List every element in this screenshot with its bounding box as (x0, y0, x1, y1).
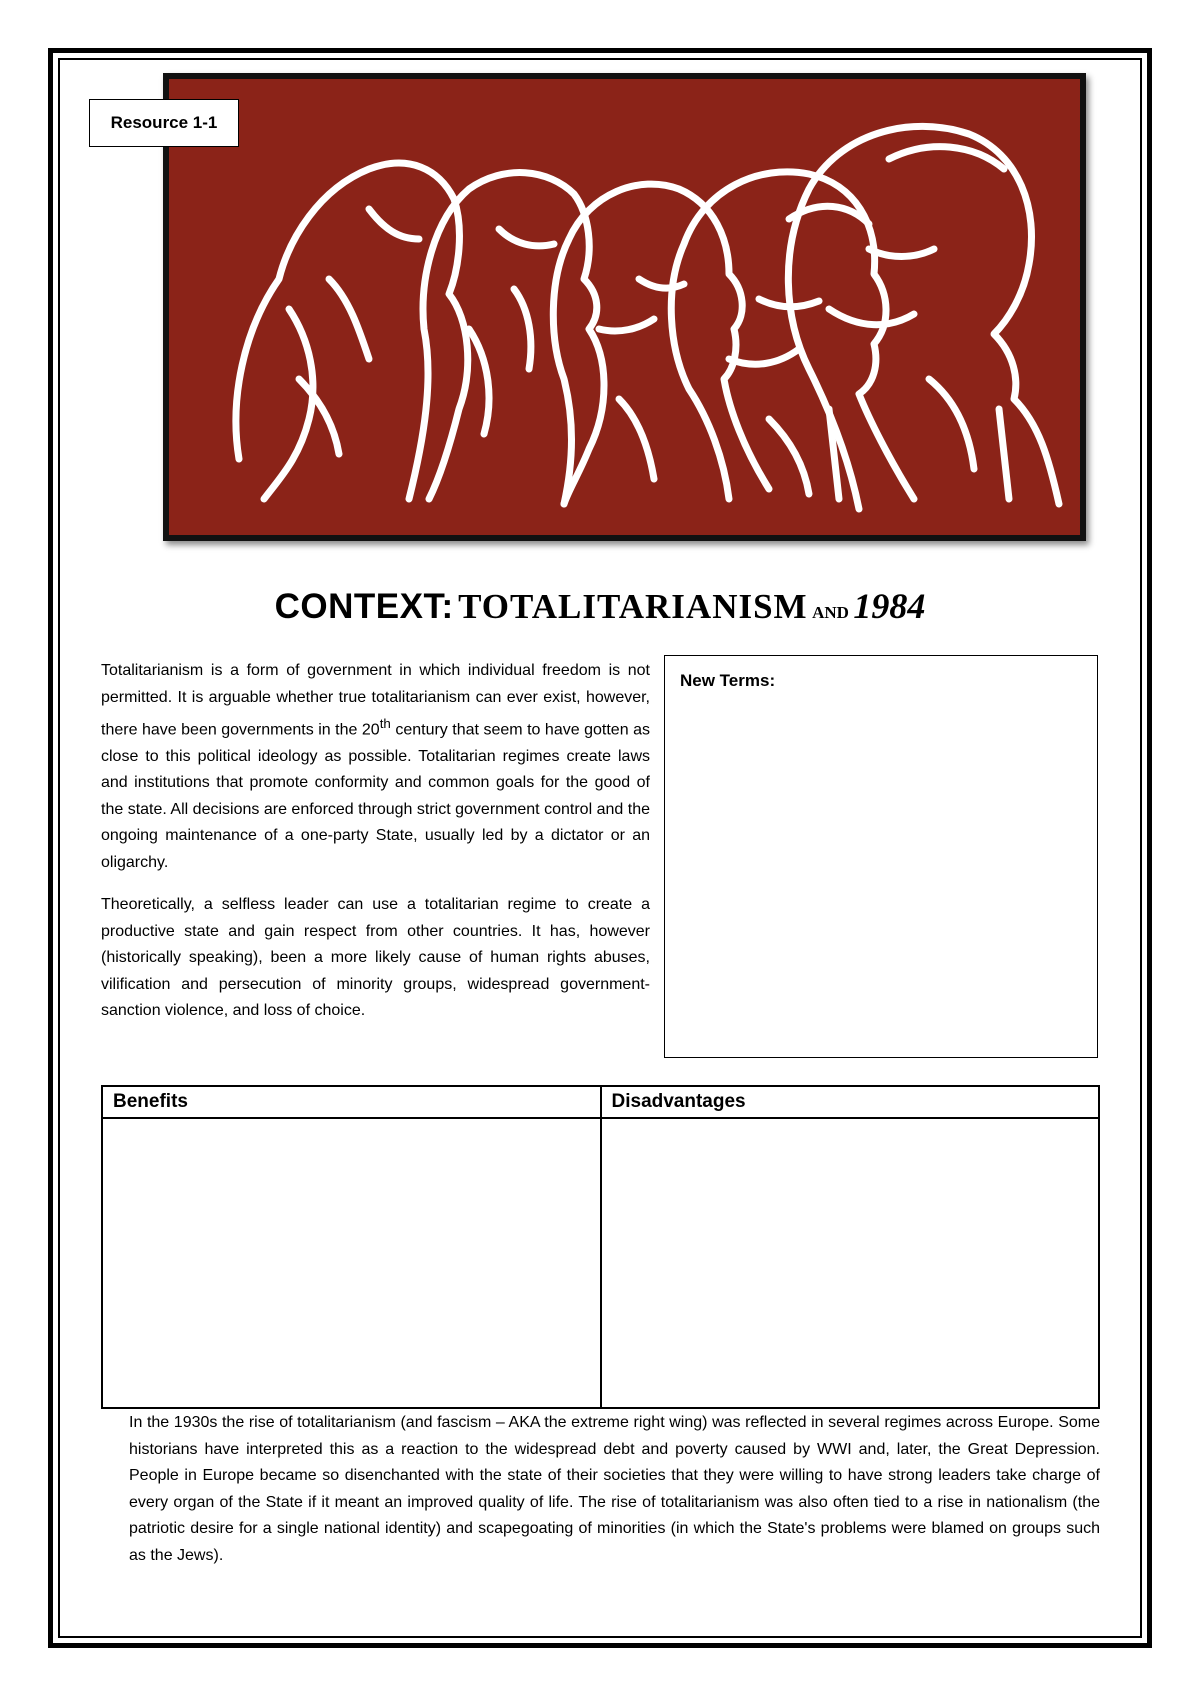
disadvantages-header: Disadvantages (601, 1086, 1100, 1118)
intro-p1-end: century that seem to have gotten as close to this political ideology as possible. Totalitarian regimes create laws and institutions that promote conformity and common goals for the good of the state. All decisions are enforced through strict government control and the ongoing maintenance of a one-party State, usually led by a dictator or an oligarchy. (101, 721, 650, 871)
benefits-cell[interactable] (102, 1118, 601, 1408)
new-terms-label: New Terms: (680, 671, 776, 690)
page-title (60, 585, 1140, 635)
new-terms-box[interactable] (664, 655, 1098, 1058)
resource-label: Resource 1-1 (89, 99, 239, 147)
leaders-illustration (169, 79, 1080, 535)
leaders-banner-image (163, 73, 1086, 541)
title-totalitarianism: TOTALITARIANISM (458, 587, 808, 626)
disadvantages-cell[interactable] (601, 1118, 1100, 1408)
intro-paragraph-1 (101, 658, 650, 876)
title-and: and (812, 598, 849, 624)
intro-paragraph-2: Theoretically, a selfless leader can use a totalitarian regime to create a productive state and gain respect from other countries. It has, however (historically speaking), been a more likely cause of human rights abuses, vilification and persecution of minority groups, widespread government-sanction violence, and loss of choice. (101, 896, 650, 1020)
benefits-disadvantages-table (101, 1085, 1100, 1409)
intro-p1-start: Totalitarianism is a form of government in which individual freedom is not permitted. It is arguable whether true totalitarianism can ever exist, however, there have been governments in the 20 (101, 662, 650, 739)
title-1984: 1984 (853, 586, 926, 626)
benefits-header: Benefits (102, 1086, 601, 1118)
title-context: CONTEXT: (274, 587, 454, 626)
intro-text (101, 658, 650, 1041)
footer-paragraph: In the 1930s the rise of totalitarianism (and fascism – AKA the extreme right wing) was reflected in several regimes across Europe. Some historians have interpreted this as a reaction to the widespread debt and poverty caused by WWI and, later, the Great Depression. People in Europe became so disenchanted with the state of their societies that they were willing to have strong leaders take charge of every organ of the State if it meant an improved quality of life. The rise of totalitarianism was also often tied to a rise in nationalism (the patriotic desire for a single national identity) and scapegoating of minorities (in which the State's problems were blamed on groups such as the Jews). (129, 1414, 1100, 1564)
intro-p1-sup: th (379, 716, 391, 731)
